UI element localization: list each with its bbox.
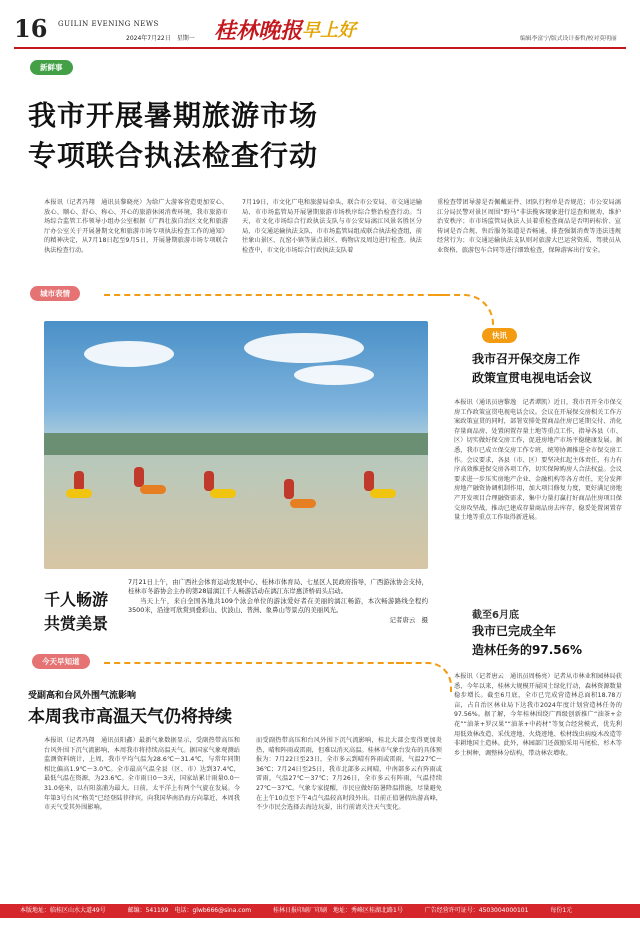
riverbank-trees [44,433,428,455]
forestry-headline-line1: 我市已完成全年 [472,624,557,638]
main-headline-line1: 我市开展暑期旅游市场 [28,99,319,132]
footer-press: 桂林日报印刷厂印刷 地址：秀峰区桂湖北路1号 [273,907,403,914]
paper-english-name: GUILIN EVENING NEWS [58,20,159,28]
swimming-event-photo [44,321,428,569]
photo-side-title [44,588,108,636]
tag-today-know: 今天早知道 [32,654,90,669]
decorative-dashed-line [104,294,444,296]
photo-side-title-line1: 千人畅游 [44,590,109,609]
section-logo: 早上好 [302,20,356,41]
decorative-dashed-curve-2 [396,662,452,692]
header-divider [14,47,626,49]
weather-col2: 而受副热带高压和台风外围下沉气流影响，桂北大部会变得更加炎热，晴和阵雨或雷雨，但难以消灭高温。桂林市气象台发布的具体预报为：7月22日至23日，全市多云到晴有阵雨或雷雨，气温27℃～36℃；7月24日至25日，我市北部多云间晴，中南部多云有阵雨或雷雨，气温27℃～37℃；7月26日，全市多云有阵雨，气温持续27℃～37℃。气象专家提醒，市民应做好防暑降温措施，尽量避免在上午10点至下午4点气温较高时段外出。目前正值暑假出游高峰，不少市民会选择去海边玩耍，出行前请关注天气变化。 [256,737,442,812]
main-headline [28,96,318,176]
weather-headline: 本周我市高温天气仍将持续 [28,707,232,727]
forestry-body: 本报讯（记者唐云 通讯员周杨亮）记者从市林业和园林局获悉，今年以来，桂林大规模开展国土绿化行动，森林资源数量稳步增长。截至6月底，全市已完成营造林总面积18.78万亩，占自治区林业局下达我市2024年度计划营造林任务的97.56%。据了解，今年桂林围绕广西级创新推广“油茶+金花”“油茶+罗汉果”“油茶+中药材”等复合经营模式，优先利用低效林改造、采伐迹地、火烧迹地、松材线虫病疫木改造等非耕地国土造林。此外，林园部门还鼓励采用马尾松、杉木等乡土树种，调整林分结构，带动林农增收。 [454,673,622,757]
tag-express: 快讯 [482,328,517,343]
footer-license: 广告经营许可证号：4503004000101 [424,907,529,914]
photo-caption-para1: 7月21日上午，由广西社会体育运动发展中心、桂林市体育局、七星区人民政府指导，广西游泳协会支持，桂林市冬游协会主办的第28届漓江千人畅游活动在漓江东岸惠济桥码头启动。 [128,578,428,596]
housing-headline-line1: 我市召开保交房工作 [472,352,581,366]
forestry-headline [472,622,582,660]
weather-kicker: 受副高和台风外围气流影响 [28,691,137,701]
main-headline-line2: 专项联合执法检查行动 [28,139,319,172]
tag-city-scene: 城市表情 [30,286,80,301]
tag-new-fresh: 新鲜事 [30,60,73,75]
housing-body: 本报讯（通讯员唐黎逸 记者谭凯）近日，我市召开全市保交房工作政策宣贯电视电话会议。会议在开展保交房相关工作方案政策宣贯的同时，部署安排处置商品住房已延期交付、消化存量商品房、处置闲置存量土地等重点工作，指导各县（市、区）切实做好保交房工作，促进房地产市场平稳健康发展。据悉，我市已成立保交房工作专班，统筹协调推进全市保交房工作。会议要求，各县（市、区）要坚决扛起主体责任，有力有序高效推进保交房各项工作，切实保障购房人合法权益。会议要求进一步压实房地产企业、金融机构等各方责任，充分发挥房地产融资协调机制作用，加大项目修复力度，更好满足房地产开发项目合理融资需求，集中力量打赢打好商品住房项目保交房攻坚战，推动已建成存量商品房去库存，稳妥处置闲置存量土地等重点工作取得新进展。 [454,399,622,522]
footer-price: 每份1元 [550,907,573,914]
main-story-col2: 7月19日，市文化广电和旅游局牵头，联合市公安局、市交通运输局、市市场监管局开展暑期旅游市场秩序综合整治检查行动。当天，市文化市场综合行政执法支队与市公安局漓江风景名胜区分局、市交通运输执法支队、市市场监管局组成联合执法检查组，前往象山景区、瓦窑小镇等景点景区、购物店及周边进行检查。执法检查中，市文化市场综合行政执法支队着 [242,199,422,254]
photo-credit: 记者唐云 摄 [389,615,428,624]
paper-logo: 桂林晚报 [214,18,303,44]
editors-line: 编辑李富宁/版式设计秦哲/校对莫明丽 [520,36,617,42]
forestry-headline-line2: 造林任务的97.56% [472,643,582,657]
photo-caption [128,578,428,625]
housing-headline-line2: 政策宣贯电视电话会议 [472,371,593,385]
photo-caption-para2: 当天上午，来自全国各地共109个泳会单位的游泳爱好者在美丽的漓江畅游，本次畅游路线全程约3500米，沿途可欣赏到叠彩山、伏波山、普洲、象鼻山等景点的美丽风光。 [128,596,428,615]
page-number: 16 [14,14,48,43]
issue-date: 2024年7月22日 星期一 [126,35,195,42]
footer-contact: 邮编：541199 电话：glwb666@sina.com [127,907,252,914]
main-story-col3: 重检查带团导游是否佩戴证件、团队行程单是否规范；市公安局漓江分局民警对景区周围“野马”非法揽客现象进行巡查和规劝，维护治安秩序；市市场监管局执法人员着重检查商品是否明码标价、宣传词是否合规、售后服务渠道是否畅通，排查强制消费等违法违规经营行为；市交通运输执法支队则对旅游大巴运营资质、驾驶员从业资格、旅游包车合同等进行细致检查，保障游客出行安全。 [437,199,621,254]
footer-bar [0,904,640,918]
weather-col1: 本报讯（记者冯翔 通讯员阳鑫）最新气象数据显示，受副热带高压和台风外围下沉气流影响，本周我市将持续高温天气。据国家气象观测站监测资料统计，上周，我市平均气温为28.6℃～31.4℃，与常年同期相比偏高1.9℃～3.0℃。全市最高气温全县（区、市）达到37.4℃，最低气温在资源，为23.6℃。全市雨日0～3天，国家站累计雨量0.0～31.0毫米，以有阳荔浦为最大。日前，太平洋上有两个气旋在发展。今年第3号台风“格美”已经登陆菲律宾，向我国华南沿海方向靠近，本周我市天气受其外围影响。 [44,737,240,812]
decorative-dashed-line-2 [104,662,404,664]
forestry-kicker: 截至6月底 [472,610,519,621]
footer-address: 本版地址：临桂区山水大道49号 [20,907,106,914]
main-story-col1: 本报讯（记者冯翔 通讯员黎晓亮）为给广大游客营造更加安心、放心、顺心、舒心、称心、开心的旅游休闲消费环境，我市旅游市场综合监管工作领导小组办公室根据《广西壮族自治区文化和旅游厅办公室关于开展暑期文化和旅游市场专项执法检查工作的通知》的精神决定，从7月18日起至9月5日，开展暑期旅游市场专项联合执法检查行动。 [44,199,228,254]
housing-headline [472,350,592,388]
photo-side-title-line2: 共赏美景 [44,614,109,633]
